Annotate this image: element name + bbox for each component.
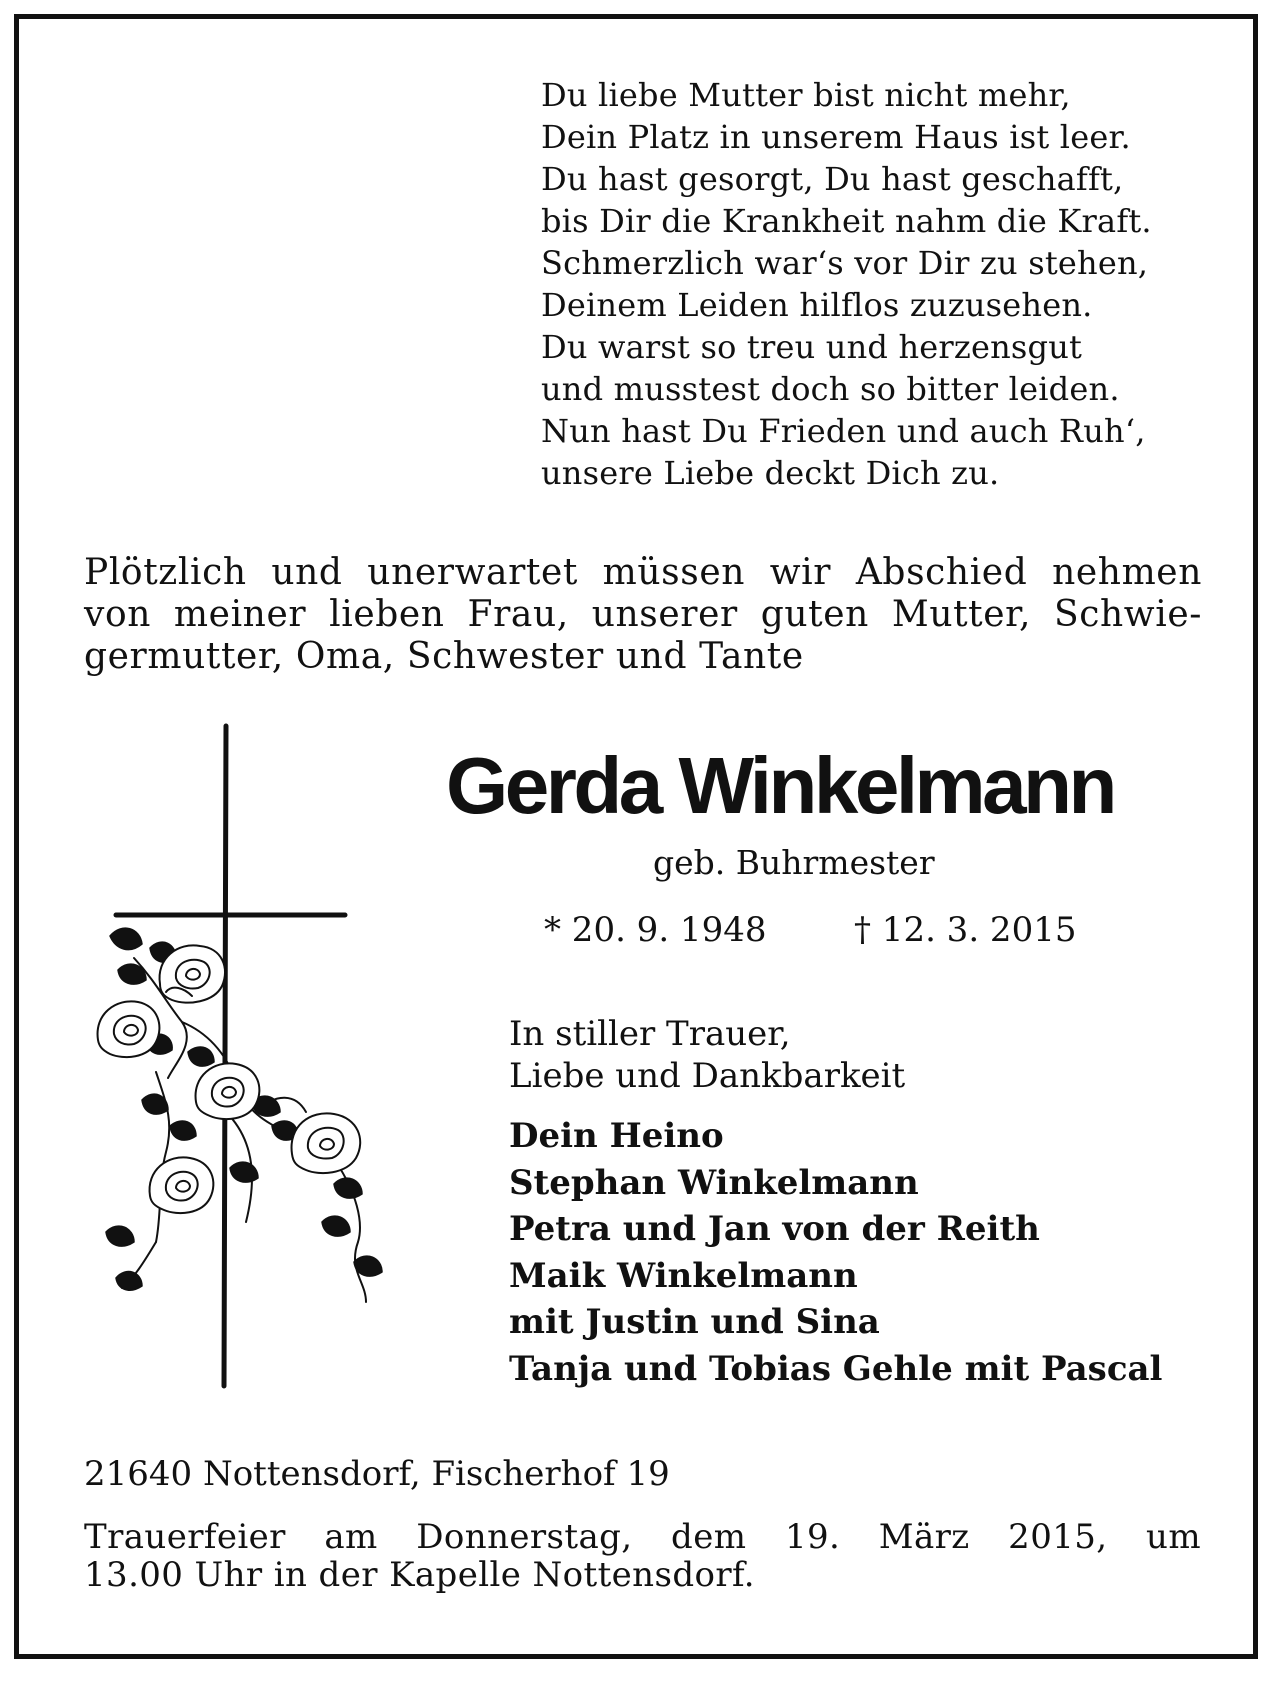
rose [160, 945, 226, 1002]
leaf [170, 1121, 196, 1140]
deceased-name: Gerda Winkelmann [446, 741, 1114, 830]
mourning-line: Liebe und Dankbarkeit [509, 1056, 906, 1096]
family-member: Maik Winkelmann [509, 1255, 858, 1296]
cross-with-roses-icon [96, 722, 406, 1392]
death-date: † 12. 3. 2015 [854, 910, 1077, 950]
poem [541, 74, 1231, 494]
intro-text [84, 552, 1202, 678]
address: 21640 Nottensdorf, Fischerhof 19 [84, 1454, 670, 1494]
leaf [188, 1047, 214, 1066]
service-line: Trauerfeier am Donnerstag, dem 19. März 2015, um [84, 1517, 1201, 1557]
rose [196, 1063, 260, 1119]
mourning-line: In stiller Trauer, [509, 1014, 791, 1054]
family-member: Dein Heino [509, 1116, 724, 1156]
family-member: mit Justin und Sina [509, 1302, 880, 1342]
intro-line: von meiner lieben Frau, unserer guten Mutter, Schwie- [84, 594, 1202, 635]
birth-date: * 20. 9. 1948 [544, 910, 767, 950]
poem-line: bis Dir die Krankheit nahm die Kraft. [541, 202, 1152, 240]
poem-line: Deinem Leiden hilflos zuzusehen. [541, 286, 1093, 324]
poem-line: Du liebe Mutter bist nicht mehr, [541, 76, 1071, 114]
leaf [106, 1226, 134, 1246]
family-member: Tanja und Tobias Gehle mit Pascal [509, 1348, 1163, 1389]
poem-line: Dein Platz in unserem Haus ist leer. [541, 118, 1131, 156]
family-member: Stephan Winkelmann [509, 1162, 919, 1203]
poem-line: Du hast gesorgt, Du hast geschafft, [541, 160, 1124, 198]
leaf [334, 1178, 362, 1198]
funeral-service-info [84, 1518, 1201, 1594]
leaf [110, 928, 142, 949]
poem-line: Du warst so treu und herzensgut [541, 328, 1083, 366]
mourning-text [509, 1013, 905, 1097]
leaf [322, 1216, 350, 1236]
service-line: 13.00 Uhr in der Kapelle Nottensdorf. [84, 1555, 755, 1595]
intro-line: Plötzlich und unerwartet müssen wir Abschied nehmen [84, 552, 1202, 593]
poem-line: Schmerzlich war‘s vor Dir zu stehen, [541, 244, 1149, 282]
rose [150, 1157, 214, 1213]
poem-line: und musstest doch so bitter leiden. [541, 370, 1120, 408]
poem-line: unsere Liebe deckt Dich zu. [541, 454, 1000, 492]
family-member: Petra und Jan von der Reith [509, 1209, 1040, 1249]
maiden-name: geb. Buhrmester [653, 843, 935, 882]
poem-line: Nun hast Du Frieden und auch Ruh‘, [541, 412, 1146, 450]
intro-line: germutter, Oma, Schwester und Tante [84, 636, 804, 677]
family-list [509, 1113, 1162, 1392]
rose [98, 1001, 160, 1057]
leaf [116, 1272, 142, 1291]
rose [292, 1113, 361, 1173]
leaf [230, 1162, 258, 1182]
